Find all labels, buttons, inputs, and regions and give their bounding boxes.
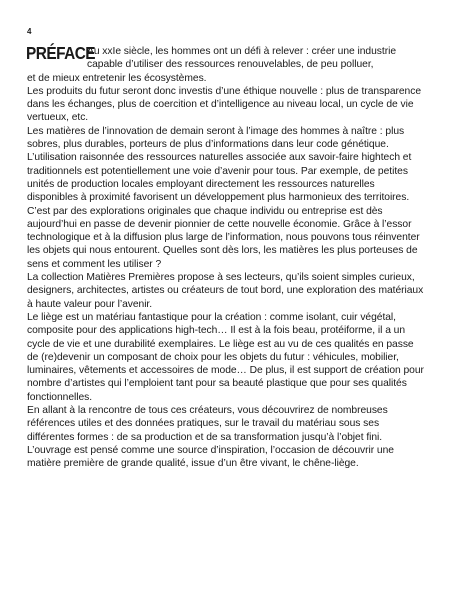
paragraph-1: Les produits du futur seront donc investis d’une éthique nouvelle : plus de transparence dans les échanges, plus de coercition et d’intelligence au niveau local, un cycle de vie vertueux, etc. xyxy=(27,85,422,124)
body-text xyxy=(27,45,427,471)
paragraph-3: L’utilisation raisonnée des ressources naturelles associée aux savoir-faire hightech et traditionnels est potentiellement une voie d’avenir pour tous. Par exemple, de petites unités de production locales employant directement les ressources naturelles disponibles à proximité favorisent un développement plus harmonieux des territoires. xyxy=(27,152,412,204)
paragraph-5: La collection Matières Premières propose à ses lecteurs, qu’ils soient simples curieux, designers, architectes, artistes ou créateurs de tout bord, une exploration des matériaux à haute valeur pour l’avenir. xyxy=(27,272,424,310)
lead-paragraph xyxy=(27,45,427,72)
page-number: 4 xyxy=(27,27,32,36)
paragraph-2: Les matières de l’innovation de demain seront à l’image des hommes à naître : plus sobres, plus durables, porteurs de plus d’informations dans leur code génétique. xyxy=(27,125,405,151)
lead-line-2: capable d’utiliser des ressources renouvelables, de peu polluer, xyxy=(87,59,374,71)
lead-line-1: Au xxIe siècle, les hommes ont un défi à relever : créer une industrie xyxy=(87,46,396,57)
paragraph-7: En allant à la rencontre de tous ces créateurs, vous découvrirez de nombreuses références utiles et des données pratiques, sur le travail du matériau sous ses différentes formes : de sa production et de sa transformation jusqu’à l’objet fini. L’ouvrage est pensé comme une source d’inspiration, l’occasion de découvrir une matière première de grande qualité, issue d’un être vivant, le chêne-liège. xyxy=(27,405,394,470)
lead-paragraph-tail: et de mieux entretenir les écosystèmes. xyxy=(27,72,207,84)
page-heading: PRÉFACE xyxy=(26,43,96,63)
paragraph-6: Le liège est un matériau fantastique pour la création : comme isolant, cuir végétal, composite pour des applications high-tech… Il est à la fois beau, protéiforme, il a un cycle de vie et une durabilité exemplaires. Le liège est au vu de ces qualités en passe de (re)devenir un composant de choix pour les objets du futur : véhicules, mobilier, luminaires, vêtements et accessoires de mode… De plus, il est support de création pour nombre d’artistes qui l’emploient tant pour sa beauté plastique que pour ses qualités fonctionnelles. xyxy=(27,311,424,403)
paragraph-4: C’est par des explorations originales que chaque individu ou entreprise est dès aujourd’hui en passe de devenir pionnier de cette nouvelle économie. Grâce à l’essor technologique et à la diffusion plus large de l’information, nous pouvons tous réinventer les objets qui nous entourent. Quelles sont dès lors, les matières les plus porteuses de sens et comment les utiliser ? xyxy=(27,205,420,270)
